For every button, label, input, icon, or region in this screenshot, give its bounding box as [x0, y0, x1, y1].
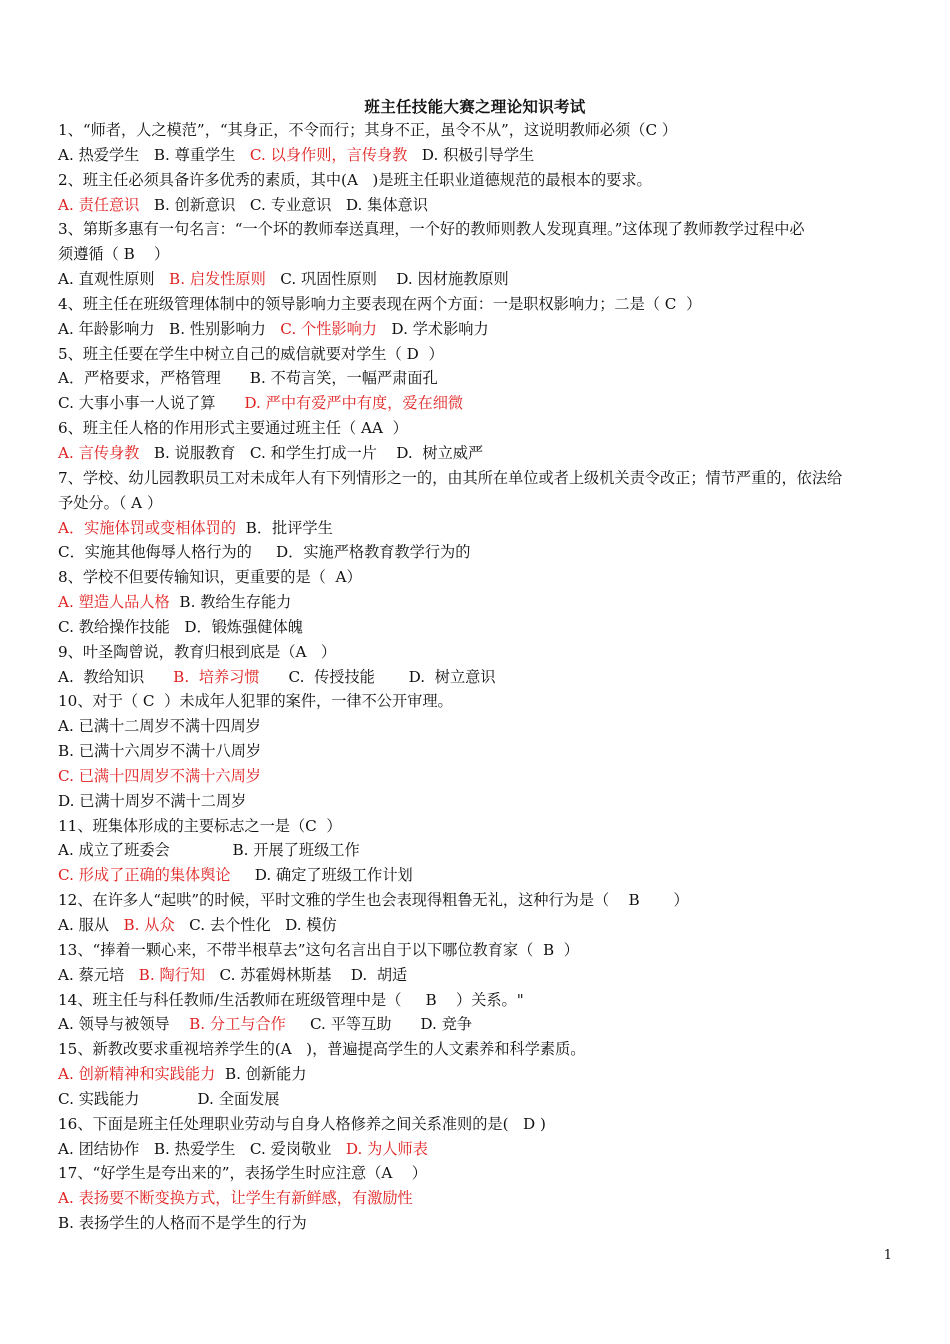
text-segment: B. 创新意识 C. 专业意识 D. 集体意识: [139, 195, 428, 214]
text-segment: C. 传授技能 D. 树立意识: [259, 667, 496, 686]
text-line: [58, 913, 898, 938]
text-segment: A. 团结协作 B. 热爱学生 C. 爱岗敬业: [58, 1139, 346, 1158]
text-segment: D. 学术影响力: [376, 319, 489, 338]
text-line: [58, 838, 898, 863]
text-segment: C. 大事小事一人说了算: [58, 394, 245, 413]
text-segment: B. 创新能力: [215, 1065, 307, 1084]
answer-highlight: B. 分工与合作: [189, 1015, 286, 1034]
text-line: [58, 342, 898, 367]
document-title: 班主任技能大赛之理论知识考试: [364, 97, 586, 116]
text-segment: 予处分。（ A ）: [58, 493, 163, 512]
text-line: [58, 1186, 898, 1211]
text-line: [58, 317, 898, 342]
text-line: [58, 1012, 898, 1037]
text-segment: 9、叶圣陶曾说，教育归根到底是（A ）: [58, 642, 337, 661]
text-line: [58, 1211, 898, 1236]
text-line: [58, 441, 898, 466]
text-line: [58, 540, 898, 565]
text-segment: 须遵循（ B ）: [58, 245, 170, 264]
text-segment: C．实施其他侮辱人格行为的 D．实施严格教育教学行为的: [58, 543, 471, 562]
text-line: [58, 863, 898, 888]
answer-highlight: C. 个性影响力: [280, 319, 377, 338]
text-segment: A. 成立了班委会 B. 开展了班级工作: [58, 841, 360, 860]
text-segment: C. 巩固性原则 D. 因材施教原则: [265, 270, 509, 289]
answer-highlight: A．实施体罚或变相体罚的: [58, 518, 237, 537]
answer-highlight: D. 为人师表: [345, 1139, 428, 1158]
text-line: [58, 1062, 898, 1087]
text-line: [58, 814, 898, 839]
text-segment: B. 已满十六周岁不满十八周岁: [58, 742, 262, 761]
text-line: [58, 789, 898, 814]
text-line: [58, 565, 898, 590]
text-line: [58, 714, 898, 739]
answer-highlight: C. 形成了正确的集体舆论: [58, 866, 231, 885]
text-segment: 4、班主任在班级管理体制中的领导影响力主要表现在两个方面：一是职权影响力；二是（ C ）: [58, 294, 702, 313]
text-segment: 3、第斯多惠有一句名言：“一个坏的教师奉送真理，一个好的教师则教人发现真理。”这体现了教师教学过程中必: [58, 220, 805, 239]
text-line: [58, 292, 898, 317]
text-segment: 17、“好学生是夸出来的”，表扬学生时应注意（A ）: [58, 1164, 427, 1183]
text-segment: D. 已满十周岁不满十二周岁: [58, 791, 247, 810]
text-segment: A. 蔡元培: [58, 965, 139, 984]
text-segment: D. 积极引导学生: [407, 145, 535, 164]
text-line: [58, 888, 898, 913]
answer-highlight: B. 陶行知: [138, 965, 206, 984]
text-segment: C. 实践能力 D. 全面发展: [58, 1089, 280, 1108]
text-line: [58, 938, 898, 963]
text-segment: C. 苏霍姆林斯基 D. 胡适: [205, 965, 408, 984]
text-segment: C. 去个性化 D. 模仿: [174, 916, 337, 934]
text-line: [58, 1037, 898, 1062]
page-number: 1: [883, 1248, 892, 1263]
text-line: [58, 267, 898, 292]
text-segment: B．批评学生: [236, 518, 333, 537]
text-segment: A. 服从: [58, 916, 124, 934]
text-segment: 2、班主任必须具备许多优秀的素质，其中(A )是班主任职业道德规范的最根本的要求。: [58, 170, 652, 189]
text-segment: 5、班主任要在学生中树立自己的威信就要对学生（ D ）: [58, 344, 444, 363]
text-line: [58, 963, 898, 988]
answer-highlight: A. 塑造人品人格: [58, 593, 170, 612]
text-line: [58, 640, 898, 665]
text-line: [58, 193, 898, 218]
text-line: [58, 143, 898, 168]
text-segment: B. 教给生存能力: [169, 593, 292, 612]
text-segment: 8、学校不但要传输知识，更重要的是（ A）: [58, 568, 362, 587]
answer-highlight: B. 培养习惯: [173, 667, 260, 686]
text-segment: A. 教给知识: [58, 667, 174, 686]
text-segment: C. 教给操作技能 D．锻炼强健体魄: [58, 617, 303, 636]
text-line: [58, 416, 898, 441]
text-segment: D. 确定了班级工作计划: [230, 866, 413, 885]
text-line: [58, 217, 898, 242]
text-line: [58, 391, 898, 416]
question-list: [58, 118, 898, 1236]
text-line: [58, 988, 898, 1013]
text-segment: 15、新教改要求重视培养学生的(A )，普遍提高学生的人文素养和科学素质。: [58, 1040, 586, 1059]
text-line: [58, 689, 898, 714]
text-line: [58, 466, 898, 491]
text-line: [58, 366, 898, 391]
answer-highlight: C. 以身作则，言传身教: [249, 145, 408, 164]
text-line: [58, 242, 898, 267]
text-line: [58, 118, 898, 143]
answer-highlight: B. 启发性原则: [169, 270, 266, 289]
text-segment: 7、学校、幼儿园教职员工对未成年人有下列情形之一的，由其所在单位或者上级机关责令改正；情节严重的，依法给: [58, 468, 843, 487]
text-segment: 6、班主任人格的作用形式主要通过班主任（ AA ）: [58, 419, 408, 438]
text-segment: A. 直观性原则: [58, 270, 170, 289]
text-segment: B. 表扬学生的人格而不是学生的行为: [58, 1214, 307, 1233]
text-line: [58, 1112, 898, 1137]
answer-highlight: A. 言传身教: [58, 443, 140, 462]
text-segment: 14、班主任与科任教师/生活教师在班级管理中是（ B ）关系。": [58, 990, 524, 1009]
answer-highlight: A. 创新精神和实践能力: [58, 1065, 216, 1084]
answer-highlight: A. 表扬要不断变换方式，让学生有新鲜感，有激励性: [58, 1189, 413, 1208]
text-segment: 1、“师者，人之模范”，“其身正，不令而行；其身不正，虽令不从”，这说明教师必须（C ）: [58, 121, 678, 139]
text-segment: A. 热爱学生 B. 尊重学生: [58, 145, 250, 164]
answer-highlight: D. 严中有爱严中有度，爱在细微: [244, 394, 464, 413]
text-segment: 16、下面是班主任处理职业劳动与自身人格修养之间关系准则的是( D ): [58, 1114, 546, 1133]
text-line: [58, 491, 898, 516]
text-line: [58, 615, 898, 640]
text-line: [58, 1137, 898, 1162]
text-segment: 11、班集体形成的主要标志之一是（C ）: [58, 816, 342, 835]
text-line: [58, 516, 898, 541]
text-segment: A. 已满十二周岁不满十四周岁: [58, 717, 261, 736]
text-line: [58, 168, 898, 193]
text-line: [58, 590, 898, 615]
text-line: [58, 1161, 898, 1186]
text-segment: B. 说服教育 C. 和学生打成一片 D. 树立威严: [139, 443, 484, 462]
text-segment: A. 领导与被领导: [58, 1015, 190, 1034]
text-segment: A．严格要求，严格管理 B. 不苟言笑，一幅严肃面孔: [58, 369, 438, 388]
answer-highlight: B. 从众: [123, 916, 175, 934]
text-segment: 13、“捧着一颗心来，不带半根草去”这句名言出自于以下哪位教育家（ B ）: [58, 940, 579, 959]
text-segment: A. 年龄影响力 B. 性别影响力: [58, 319, 281, 338]
text-line: [58, 1087, 898, 1112]
text-segment: 10、对于（ C ）未成年人犯罪的案件，一律不公开审理。: [58, 692, 453, 711]
text-line: [58, 665, 898, 690]
text-line: [58, 739, 898, 764]
text-segment: 12、在许多人“起哄”的时候，平时文雅的学生也会表现得粗鲁无礼，这种行为是（ B ）: [58, 891, 689, 910]
text-line: [58, 764, 898, 789]
answer-highlight: C. 已满十四周岁不满十六周岁: [58, 766, 261, 785]
answer-highlight: A. 责任意识: [58, 195, 140, 214]
text-segment: C. 平等互助 D. 竞争: [285, 1015, 473, 1034]
